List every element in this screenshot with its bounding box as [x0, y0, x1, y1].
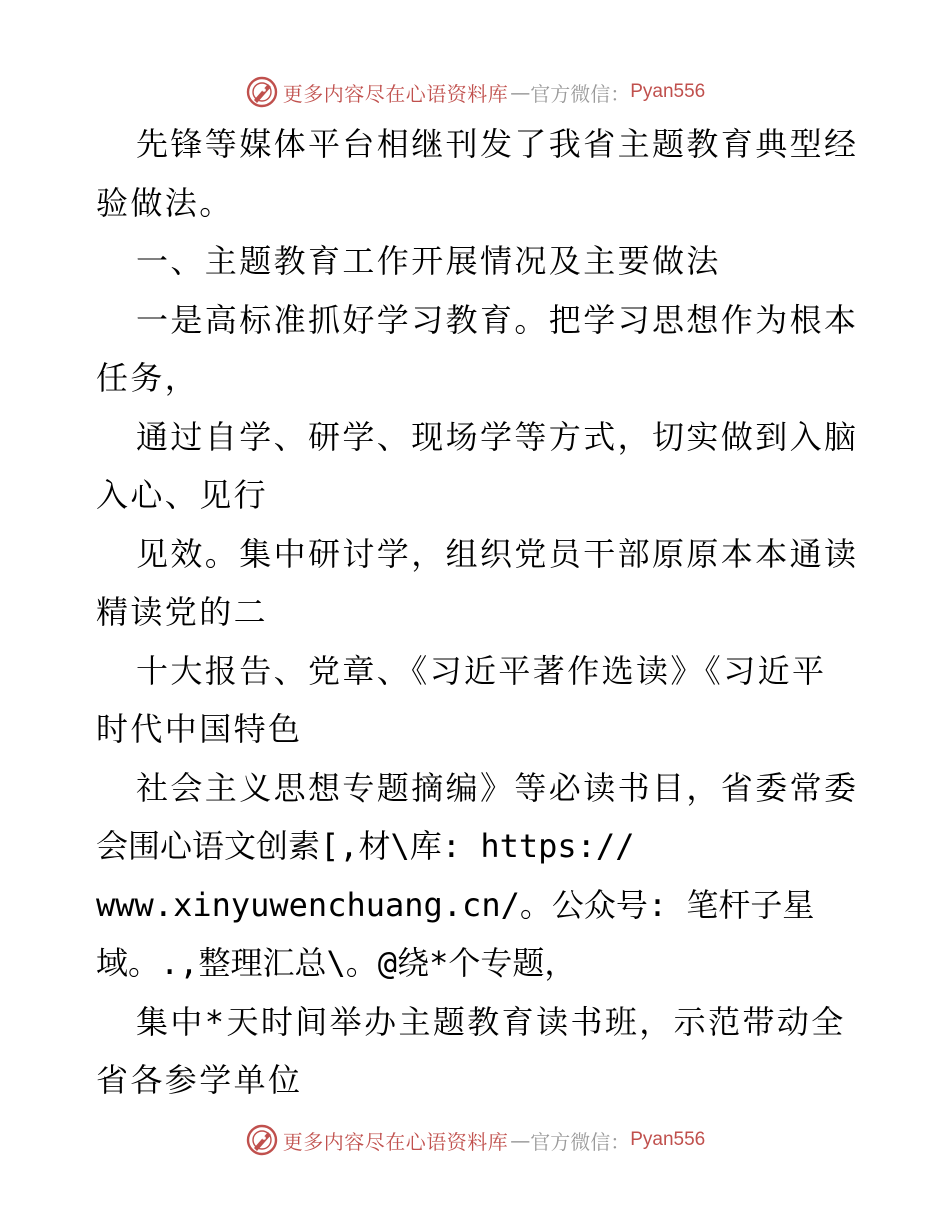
body-line: 通过自学、研学、现场学等方式，切实做到入脑: [136, 417, 859, 456]
body-line: 会围心语文创素[,材\库: https://: [96, 827, 635, 865]
footer-watermark: [0, 1120, 950, 1160]
body-line: 省各参学单位: [96, 1061, 303, 1099]
pen-nib-logo-icon: [245, 75, 279, 109]
body-line: 见效。集中研讨学，组织党员干部原原本本通读: [136, 534, 859, 573]
body-line: 精读党的二: [96, 593, 269, 631]
document-body: [96, 115, 859, 1110]
watermark-text: 更多内容尽在心语资料库: [282, 81, 509, 106]
body-line: 集中*天时间举办主题教育读书班，示范带动全: [136, 1002, 846, 1041]
body-line: 社会主义思想专题摘编》等必读书目，省委常委: [136, 768, 859, 807]
watermark-wechat-label: 官方微信：: [530, 81, 631, 106]
body-line: 十大报告、党章、《习近平著作选读》《习近平: [136, 651, 827, 690]
body-line: 先锋等媒体平台相继刊发了我省主题教育典型经: [136, 125, 859, 163]
watermark-dash: —: [510, 80, 529, 104]
watermark-wechat-id: Pyan556: [630, 1129, 706, 1150]
body-line: 任务，: [96, 359, 200, 397]
body-line: 域。.,整理汇总\。@绕*个专题，: [96, 944, 577, 982]
watermark-text: 更多内容尽在心语资料库: [282, 1129, 509, 1154]
body-line: 入心、见行: [96, 476, 269, 514]
body-line: 验做法。: [96, 183, 234, 222]
body-line: 一是高标准抓好学习教育。把学习思想作为根本: [136, 300, 859, 339]
body-line: www.xinyuwenchuang.cn/。公众号: 笔杆子星: [96, 885, 815, 924]
pen-nib-logo-icon: [245, 1123, 279, 1157]
watermark-dash: —: [510, 1128, 529, 1152]
watermark-wechat-label: 官方微信：: [530, 1129, 631, 1154]
body-line: 时代中国特色: [96, 710, 303, 748]
section-heading: 一、主题教育工作开展情况及主要做法: [136, 242, 721, 280]
header-watermark: [0, 72, 950, 112]
watermark-wechat-id: Pyan556: [630, 81, 706, 102]
